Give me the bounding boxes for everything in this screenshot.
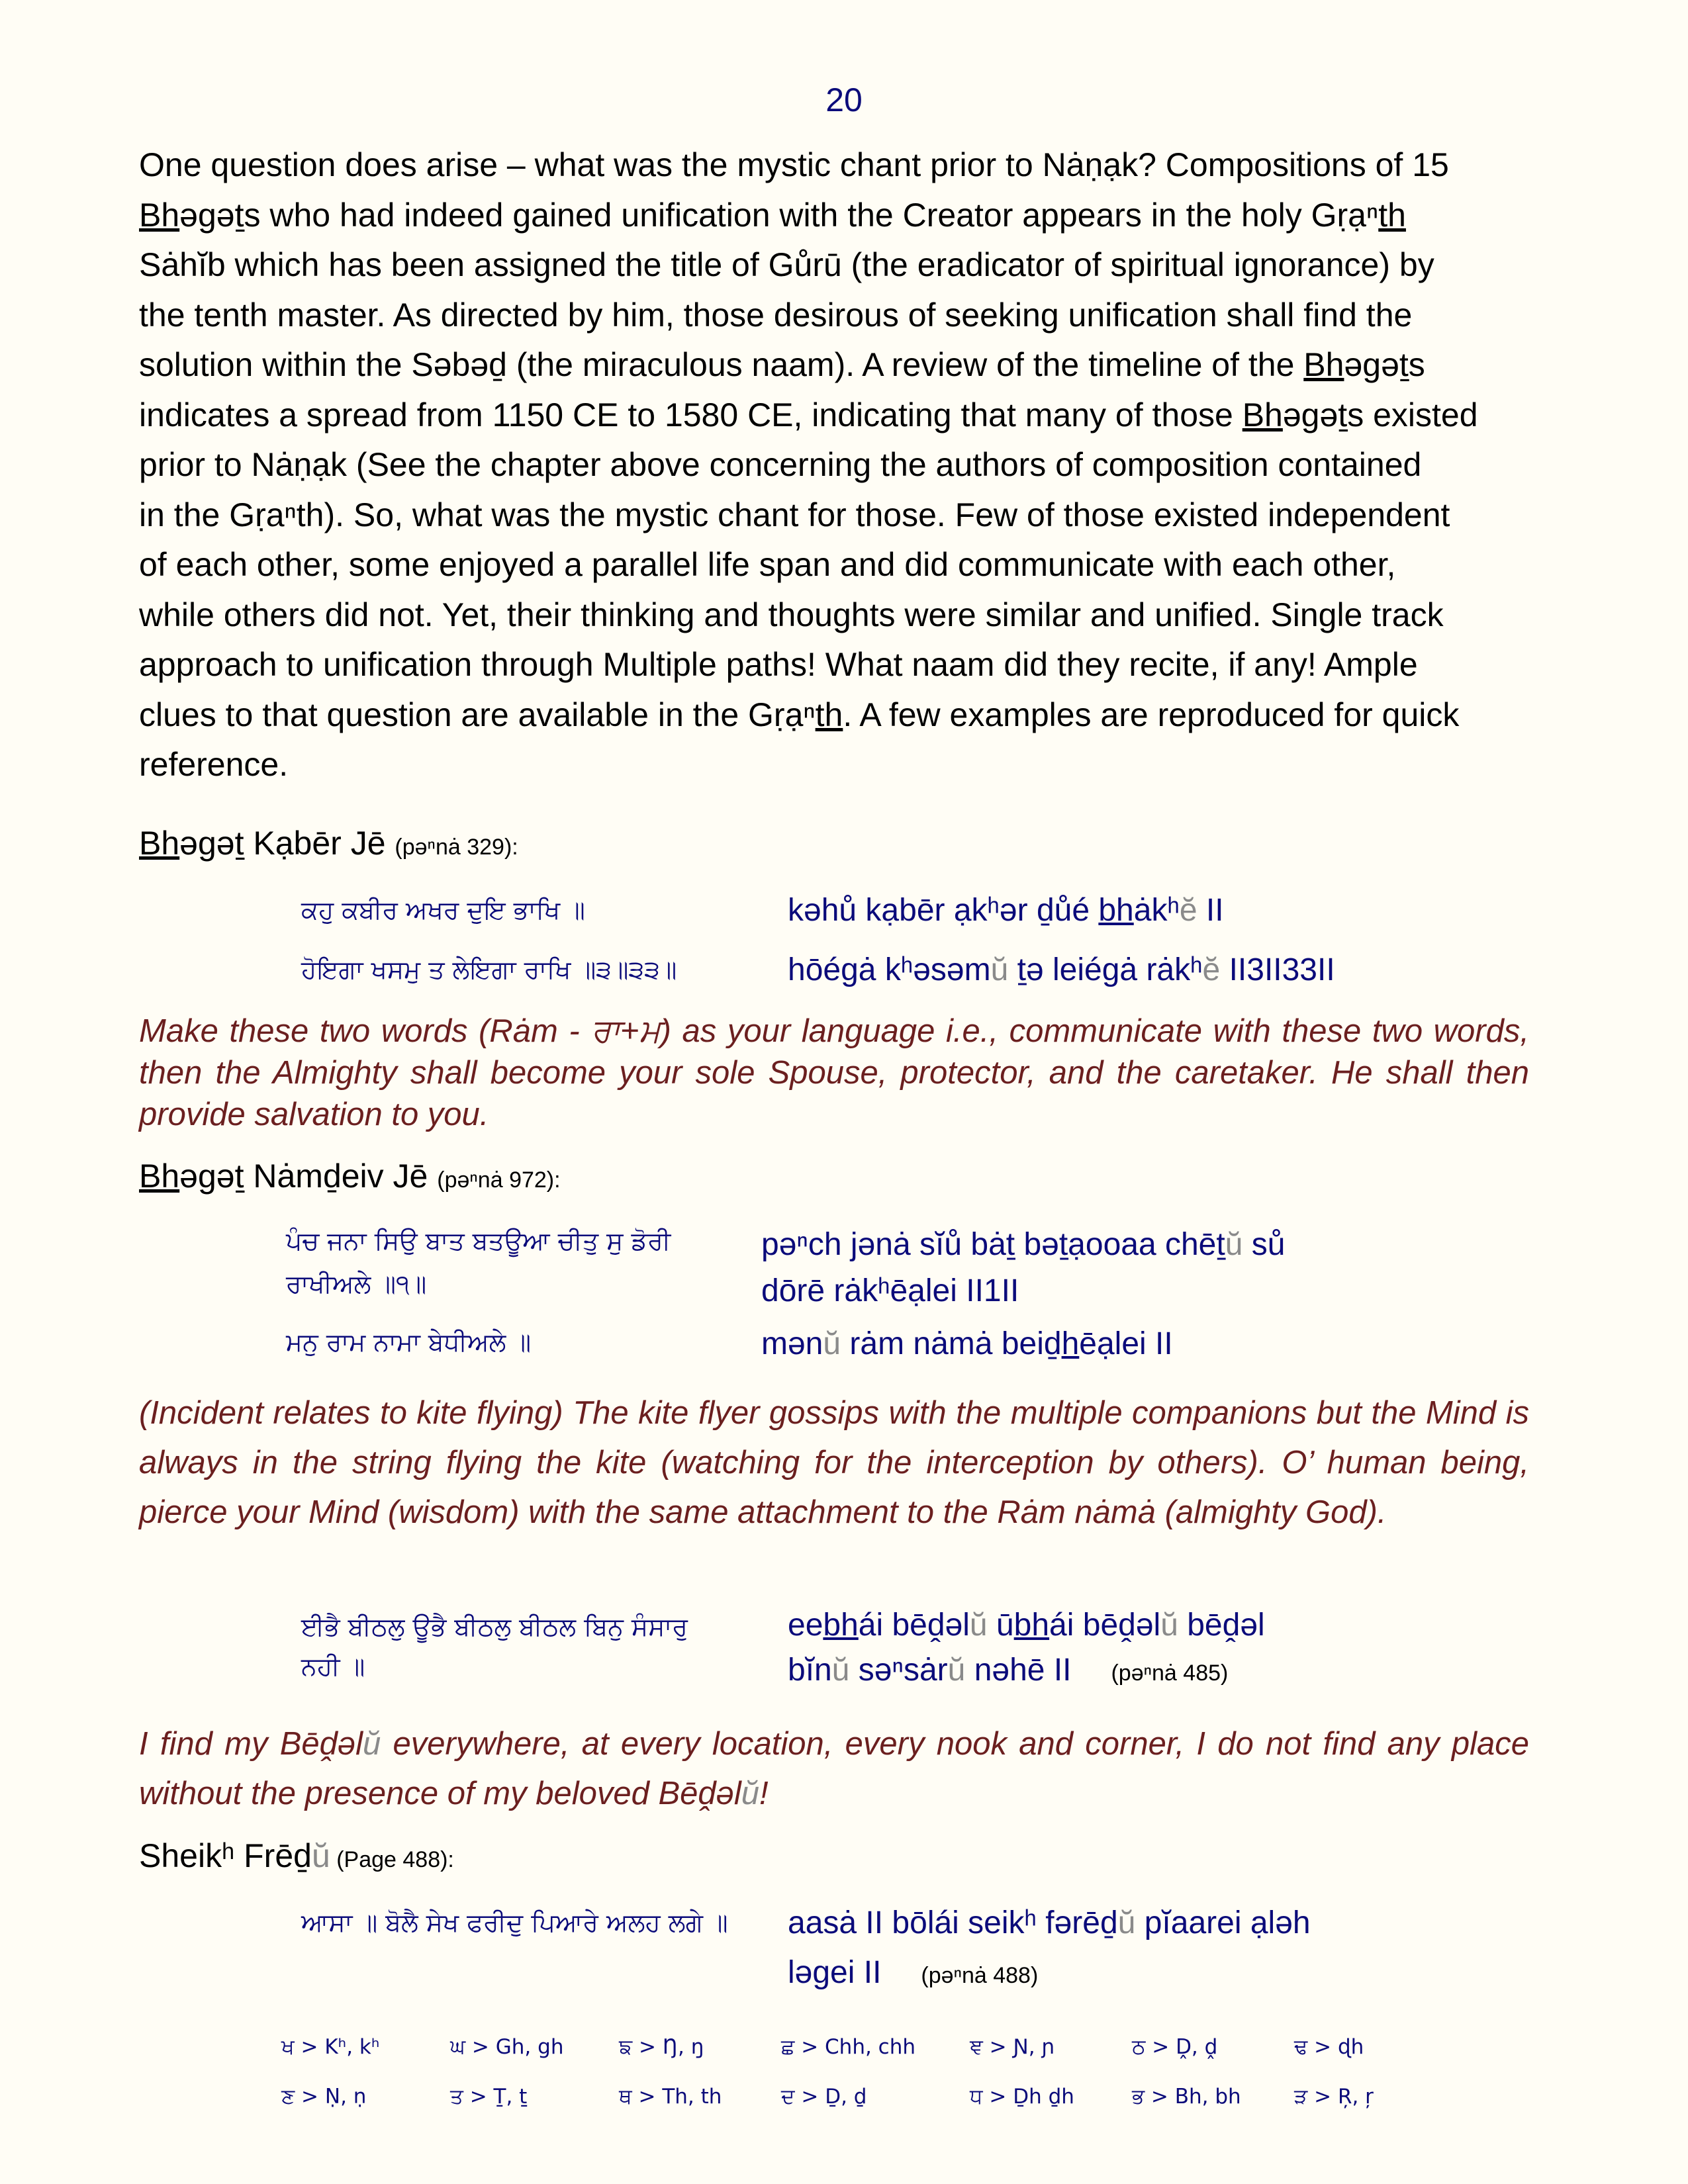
- bithal-translation: [139, 1719, 1529, 1819]
- transliteration-line: [788, 1647, 1228, 1697]
- page-reference: (pəⁿnȧ 485): [1111, 1661, 1229, 1686]
- farid-heading: [139, 1837, 454, 1875]
- intro-line: prior to Nȧṇạk (See the chapter above concerning the authors of composition contained: [139, 446, 1422, 483]
- grey-vowel: ŭ: [1225, 1227, 1243, 1262]
- intro-line: [139, 690, 1529, 741]
- translit-text: hōégȧ kʰəsəm: [788, 952, 991, 987]
- legend-arrow: >: [1145, 2085, 1175, 2109]
- grey-vowel: ŭ: [1117, 1905, 1136, 1940]
- underlined-bh: Bh: [1242, 396, 1283, 433]
- intro-text: indicates a spread from 1150 CE to 1580 CE, indicating that many of those: [139, 396, 1243, 433]
- legend-gurmukhi: ਦ: [781, 2085, 795, 2109]
- legend-gurmukhi: ਘ: [450, 2035, 466, 2059]
- intro-text: əgəṯs who had indeed gained unification with the Creator appears in the holy Gṛạⁿ: [179, 196, 1379, 234]
- legend-gurmukhi: ਛ: [781, 2035, 795, 2059]
- translit-text: bēḓəl: [1178, 1608, 1265, 1643]
- gurmukhi-verse: ਰਾਖੀਅਲੇ ॥੧॥: [286, 1269, 427, 1298]
- legend-entry: [1294, 2085, 1427, 2109]
- heading-text: Sheikʰ Frēḏ: [139, 1837, 312, 1874]
- legend-roman: Kʰ, kʰ: [324, 2035, 380, 2059]
- legend-roman: Chh, chh: [825, 2035, 916, 2059]
- gurmukhi-verse: ਮਨੁ ਰਾਮ ਨਾਮਾ ਬੇਧੀਅਲੇ ॥: [286, 1328, 532, 1357]
- translit-text: nəhē II: [965, 1653, 1072, 1688]
- intro-line: Sȧhĭb which has been assigned the title of Gůrū (the eradicator of spiritual ignorance) by: [139, 246, 1434, 283]
- legend-roman: Ḏh ḏh: [1013, 2085, 1074, 2109]
- legend-arrow: >: [632, 2035, 663, 2059]
- legend-entry: [1132, 2085, 1294, 2109]
- legend-roman: Ŋ, ŋ: [662, 2035, 704, 2059]
- legend-entry: [450, 2085, 619, 2109]
- translit-text: mən: [761, 1326, 823, 1361]
- legend-arrow: >: [1307, 2085, 1338, 2109]
- translit-text: ȧkʰ: [1133, 893, 1180, 928]
- intro-text: əgəṯs: [1344, 346, 1425, 383]
- legend-arrow: >: [794, 2035, 825, 2059]
- namdev-heading: [139, 1157, 561, 1195]
- legend-entry: [281, 2085, 450, 2109]
- gurmukhi-verse: ਕਹੁ ਕਬੀਰ ਅਖਰ ਦੁਇ ਭਾਖਿ ॥: [301, 895, 585, 925]
- intro-line: the tenth master. As directed by him, those desirous of seeking unification shall find the: [139, 296, 1413, 334]
- legend-arrow: >: [632, 2085, 663, 2109]
- intro-line: One question does arise – what was the mystic chant prior to Nȧṇạk? Compositions of 15: [139, 146, 1449, 183]
- page-number: 20: [825, 81, 863, 118]
- legend-gurmukhi: ਧ: [970, 2085, 983, 2109]
- intro-text: solution within the Səbəḏ (the miraculous naam). A review of the timeline of the: [139, 346, 1304, 383]
- legend-entry: [781, 2085, 970, 2109]
- legend-arrow: >: [463, 2085, 494, 2109]
- legend-gurmukhi: ਞ: [970, 2035, 983, 2059]
- underlined-h: h: [1061, 1326, 1080, 1361]
- transliteration-line: [788, 946, 1335, 994]
- legend-roman: Bh, bh: [1174, 2085, 1241, 2109]
- gurmukhi-verse: ਨਹੀ ॥: [301, 1652, 365, 1681]
- legend-gurmukhi: ਠ: [1132, 2035, 1146, 2059]
- grey-vowel: ŭ: [990, 952, 1009, 987]
- legend-arrow: >: [465, 2035, 496, 2059]
- kabir-translation: Make these two words (Rȧm - ਰਾ+ਮ) as your language i.e., communicate with these two words, then the Almighty shall become your sole Spouse, protector, and the caretaker. He shall then provide salvation to you.: [139, 1013, 1529, 1132]
- legend-roman: Ḓ, ḓ: [1176, 2035, 1218, 2059]
- legend-entry: [619, 2035, 781, 2060]
- translit-text: sů: [1243, 1227, 1286, 1262]
- legend-entry: [1294, 2035, 1427, 2060]
- translit-text: pəⁿch jənȧ sĭů bȧṯ bəṯạooaa chēṯ: [761, 1227, 1225, 1262]
- translit-text: II3II33II: [1220, 952, 1335, 987]
- heading-text: əgəṯ Nȧmḏeiv Jē: [179, 1158, 438, 1195]
- legend-arrow: >: [794, 2085, 825, 2109]
- translit-text: ái bēḓəl: [1049, 1608, 1161, 1643]
- translit-text: kəhů kạbēr ạkʰər ḏůé: [788, 893, 1099, 928]
- intro-paragraph: [139, 140, 1529, 790]
- translit-text: ū: [987, 1608, 1014, 1643]
- legend-entry: [970, 2035, 1132, 2060]
- underlined-bh: bh: [1013, 1608, 1050, 1643]
- intro-text: əgəṯs existed: [1282, 396, 1478, 433]
- intro-text: . A few examples are reproduced for quick: [843, 696, 1460, 733]
- legend-roman: Gh, gh: [495, 2035, 564, 2059]
- legend-arrow: >: [982, 2085, 1013, 2109]
- legend-roman: Th, th: [662, 2085, 722, 2109]
- legend-entry: [619, 2085, 781, 2109]
- legend-entry: [450, 2035, 619, 2060]
- intro-line: of each other, some enjoyed a parallel life span and did communicate with each other,: [139, 546, 1396, 583]
- legend-gurmukhi: ੜ: [1294, 2085, 1308, 2109]
- translation-text: I find my Bēḓəl: [139, 1726, 363, 1762]
- transliteration-line: [788, 887, 1224, 934]
- legend-roman: Ɲ, ɲ: [1013, 2035, 1055, 2059]
- legend-gurmukhi: ਙ: [619, 2035, 633, 2059]
- heading-text: əgəṯ Kạbēr Jē: [179, 825, 395, 862]
- transliteration-line: [788, 1602, 1265, 1649]
- grey-vowel: ŭ: [823, 1326, 841, 1361]
- legend-entry: [970, 2085, 1132, 2109]
- intro-text: clues to that question are available in the Gṛạⁿ: [139, 696, 816, 733]
- underlined-bh: bh: [1098, 893, 1134, 928]
- translit-text: ləgei II: [788, 1955, 882, 1990]
- transliteration-line: dōrē rȧkʰēạlei II1II: [761, 1273, 1019, 1308]
- legend-entry: [1132, 2035, 1294, 2060]
- translit-text: ēạlei II: [1079, 1326, 1173, 1361]
- transliteration-line: [788, 1949, 1038, 1999]
- gurmukhi-verse: ਪੰਚ ਜਨਾ ਸਿਉ ਬਾਤ ਬਤਊਆ ਚੀਤੁ ਸੁ ਡੋਰੀ: [286, 1226, 671, 1255]
- translit-text: ái bēḓəl: [858, 1608, 970, 1643]
- gurmukhi-verse: ਈਭੈ ਬੀਠਲੁ ਊਭੈ ਬੀਠਲੁ ਬੀਠਲ ਬਿਨੁ ਸੰਸਾਰੁ: [301, 1612, 688, 1641]
- translit-text: səⁿsȧr: [849, 1653, 948, 1688]
- transliteration-line: [761, 1221, 1285, 1269]
- page-reference: (pəⁿnȧ 972):: [437, 1167, 561, 1193]
- intro-line: while others did not. Yet, their thinking and thoughts were similar and unified. Single track: [139, 596, 1444, 633]
- legend-gurmukhi: ਢ: [1294, 2035, 1308, 2059]
- intro-line: [139, 340, 1529, 390]
- legend-arrow: >: [1145, 2035, 1176, 2059]
- translit-text: bĭn: [788, 1653, 832, 1688]
- legend-roman: Ṇ, ṇ: [324, 2085, 367, 2109]
- legend-roman: Ḏ, ḏ: [825, 2085, 867, 2109]
- intro-line: [139, 191, 1529, 241]
- transliteration-line: [788, 1899, 1311, 1947]
- legend-gurmukhi: ਤ: [450, 2085, 463, 2109]
- underlined-bh: Bh: [139, 825, 180, 862]
- translit-text: rȧm nȧmȧ beiḏ: [841, 1326, 1062, 1361]
- legend-gurmukhi: ਥ: [619, 2085, 632, 2109]
- legend-entry: [781, 2035, 970, 2060]
- underlined-bh: bh: [823, 1608, 859, 1643]
- legend-roman: ɖh: [1337, 2035, 1364, 2059]
- page-reference: (pəⁿnȧ 488): [921, 1963, 1039, 1988]
- underlined-th: th: [815, 696, 843, 733]
- translit-text: pĭaarei ạləh: [1135, 1905, 1311, 1940]
- underlined-bh: Bh: [1303, 346, 1344, 383]
- legend-entry: [281, 2035, 450, 2060]
- translit-text: ee: [788, 1608, 823, 1643]
- intro-line: reference.: [139, 746, 289, 783]
- grey-vowel: ŭ: [363, 1726, 381, 1762]
- legend-arrow: >: [982, 2035, 1013, 2059]
- grey-vowel: ŭ: [311, 1837, 330, 1874]
- transliteration-line: [761, 1320, 1173, 1368]
- intro-line: in the Gṛaⁿth). So, what was the mystic chant for those. Few of those existed independent: [139, 496, 1450, 533]
- gurmukhi-verse: ਆਸਾ ॥ ਬੋਲੈ ਸੇਖ ਫਰੀਦੁ ਪਿਆਰੇ ਅਲਹ ਲਗੇ ॥: [301, 1908, 728, 1937]
- grey-vowel: ŭ: [831, 1653, 850, 1688]
- grey-vowel: ŭ: [969, 1608, 988, 1643]
- legend-roman: Ṯ, ṯ: [493, 2085, 528, 2109]
- intro-line: [139, 390, 1529, 441]
- legend-arrow: >: [294, 2035, 325, 2059]
- translit-text: ṯə leiégȧ rȧkʰ: [1008, 952, 1203, 987]
- underlined-bh: Bh: [139, 1158, 180, 1195]
- legend-roman: Ŗ, ŗ: [1337, 2085, 1374, 2109]
- underlined-bh: Bh: [139, 196, 180, 234]
- namdev-translation: (Incident relates to kite flying) The kite flyer gossips with the multiple companions but the Mind is always in the string flying the kite (watching for the interception by others). O’ human being, pierce your Mind (wisdom) with the same attachment to the Rȧm nȧmȧ (almighty God).: [139, 1395, 1529, 1530]
- grey-vowel: ĕ: [1179, 893, 1197, 928]
- transliteration-legend: [281, 2035, 1473, 2109]
- translit-text: II: [1197, 893, 1224, 928]
- translit-text: aasȧ II bōlái seikʰ fərēḏ: [788, 1905, 1118, 1940]
- legend-arrow: >: [1307, 2035, 1338, 2059]
- legend-gurmukhi: ਖ: [281, 2035, 295, 2059]
- grey-vowel: ŭ: [947, 1653, 966, 1688]
- grey-vowel: ĕ: [1202, 952, 1221, 987]
- page-reference: (pəⁿnȧ 329):: [395, 835, 518, 860]
- grey-vowel: ŭ: [1160, 1608, 1178, 1643]
- page-reference: (Page 488):: [330, 1847, 454, 1872]
- translation-text: !: [759, 1776, 769, 1811]
- gurmukhi-verse: ਹੋਇਗਾ ਖਸਮੁ ਤ ਲੇਇਗਾ ਰਾਖਿ ॥੩॥੩੩॥: [301, 955, 677, 984]
- legend-gurmukhi: ਭ: [1132, 2085, 1145, 2109]
- legend-gurmukhi: ਣ: [281, 2085, 295, 2109]
- translation-text: everywhere, at every location, every nook and corner, I do not find any place without the presence of my beloved Bēḓəl: [139, 1726, 1529, 1811]
- grey-vowel: ŭ: [741, 1776, 760, 1811]
- intro-line: approach to unification through Multiple paths! What naam did they recite, if any! Ample: [139, 646, 1418, 683]
- underlined-th: th: [1378, 196, 1406, 234]
- legend-arrow: >: [295, 2085, 325, 2109]
- kabir-heading: [139, 824, 518, 862]
